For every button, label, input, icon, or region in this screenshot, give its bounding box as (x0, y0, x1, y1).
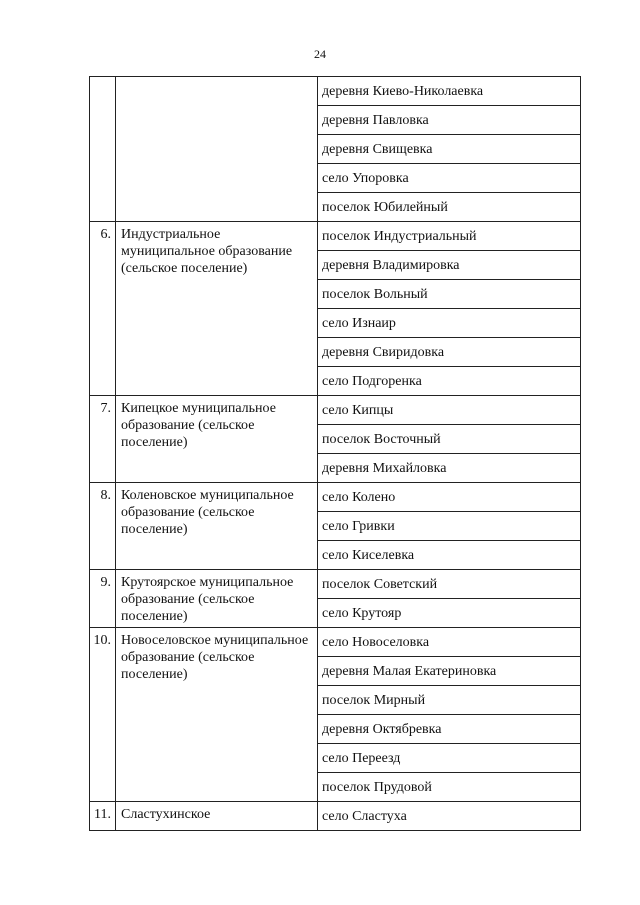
settlement-cell (318, 744, 581, 773)
settlement-name: деревня Малая Екатериновка (322, 664, 497, 679)
settlement-cell (318, 77, 581, 106)
settlement-name: деревня Свиридовка (322, 345, 445, 360)
settlement-cell (318, 628, 581, 657)
table-row (90, 483, 581, 512)
settlement-name: село Колено (322, 490, 396, 505)
table-row (90, 802, 581, 831)
settlement-name: деревня Владимировка (322, 258, 460, 273)
settlement-cell (318, 135, 581, 164)
table-row (90, 628, 581, 657)
settlement-name: поселок Индустриальный (322, 229, 477, 244)
row-number: 9. (90, 570, 116, 628)
settlement-cell (318, 309, 581, 338)
row-number: 6. (90, 222, 116, 396)
settlement-name: село Кипцы (322, 403, 394, 418)
settlement-name: деревня Павловка (322, 113, 429, 128)
settlement-name: поселок Мирный (322, 693, 426, 708)
row-number (90, 77, 116, 222)
settlement-cell (318, 251, 581, 280)
table-row (90, 570, 581, 599)
table-row (90, 77, 581, 106)
settlement-cell (318, 454, 581, 483)
settlement-name: село Подгоренка (322, 374, 422, 389)
page-number: 24 (314, 47, 326, 61)
settlement-name: поселок Вольный (322, 287, 428, 302)
settlement-name: поселок Прудовой (322, 780, 432, 795)
municipality-name: Коленовское муниципальное образование (сельское поселение) (116, 483, 318, 570)
settlement-name: село Изнаир (322, 316, 396, 331)
settlement-name: поселок Юбилейный (322, 200, 448, 215)
settlement-name: деревня Киево-Николаевка (322, 84, 484, 99)
settlement-name: село Киселевка (322, 548, 415, 563)
settlements-table-body (90, 77, 581, 831)
settlement-cell (318, 599, 581, 628)
settlement-cell (318, 367, 581, 396)
settlement-cell (318, 338, 581, 367)
settlement-cell (318, 570, 581, 599)
settlement-cell (318, 280, 581, 309)
settlement-cell (318, 483, 581, 512)
municipality-name: Кипецкое муниципальное образование (сельское поселение) (116, 396, 318, 483)
settlement-cell (318, 425, 581, 454)
settlement-name: деревня Михайловка (322, 461, 447, 476)
settlement-cell (318, 193, 581, 222)
municipality-name: Новоселовское муниципальное образование (сельское поселение) (116, 628, 318, 802)
settlement-cell (318, 686, 581, 715)
settlement-cell (318, 106, 581, 135)
settlement-cell (318, 541, 581, 570)
municipality-name: Сластухинское (116, 802, 318, 831)
settlement-cell (318, 222, 581, 251)
municipality-name: Индустриальное муниципальное образование (сельское поселение) (116, 222, 318, 396)
row-number: 11. (90, 802, 116, 831)
settlement-name: деревня Октябревка (322, 722, 442, 737)
settlement-name: поселок Советский (322, 577, 438, 592)
row-number: 8. (90, 483, 116, 570)
settlement-cell (318, 512, 581, 541)
settlement-cell (318, 164, 581, 193)
table-row (90, 396, 581, 425)
settlement-name: село Упоровка (322, 171, 409, 186)
settlement-name: село Гривки (322, 519, 395, 534)
settlement-cell (318, 773, 581, 802)
row-number: 7. (90, 396, 116, 483)
settlements-table (89, 76, 581, 831)
settlement-cell (318, 802, 581, 831)
settlement-name: поселок Восточный (322, 432, 441, 447)
settlement-cell (318, 715, 581, 744)
settlement-name: село Переезд (322, 751, 401, 766)
row-number: 10. (90, 628, 116, 802)
municipality-name (116, 77, 318, 222)
settlement-cell (318, 396, 581, 425)
table-row (90, 222, 581, 251)
settlement-name: село Сластуха (322, 809, 407, 824)
municipality-name: Крутоярское муниципальное образование (сельское поселение) (116, 570, 318, 628)
settlement-cell (318, 657, 581, 686)
settlement-name: деревня Свищевка (322, 142, 433, 157)
settlement-name: село Новоселовка (322, 635, 430, 650)
settlement-name: село Крутояр (322, 606, 402, 621)
